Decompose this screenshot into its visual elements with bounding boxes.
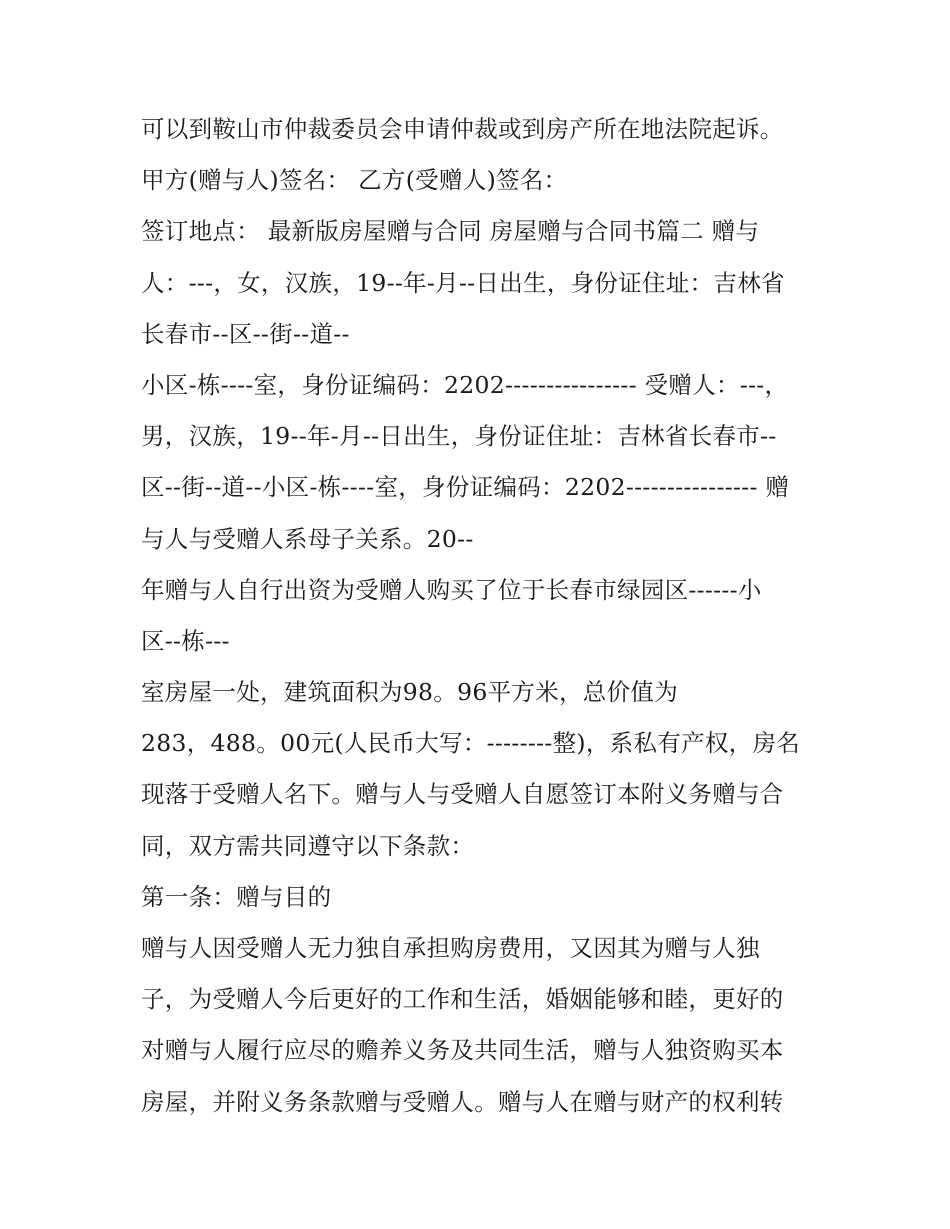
text-line: 对赠与人履行应尽的赡养义务及共同生活，赠与人独资购买本 xyxy=(141,1036,784,1065)
text-line: 房屋，并附义务条款赠与受赠人。赠与人在赠与财产的权利转 xyxy=(141,1087,784,1116)
section-heading: 第一条：赠与目的 xyxy=(141,882,332,911)
document-body xyxy=(141,104,841,1128)
text-line: 283，488。00元(人民币大写：--------整)，系私有产权，房名 xyxy=(141,729,801,758)
text-line: 同，双方需共同遵守以下条款： xyxy=(141,831,475,860)
text-line: 小区-栋----室，身份证编码：2202---------------- 受赠人：---， xyxy=(141,370,789,399)
text-line: 子，为受赠人今后更好的工作和生活，婚姻能够和睦，更好的 xyxy=(141,985,784,1014)
text-line: 赠与人因受赠人无力独自承担购房费用，又因其为赠与人独 xyxy=(141,934,760,962)
text-line: 人：---，女，汉族，19--年-月--日出生，身份证住址：吉林省 xyxy=(141,268,785,297)
text-line: 现落于受赠人名下。赠与人与受赠人自愿签订本附义务赠与合 xyxy=(141,780,784,809)
text-line: 可以到鞍山市仲裁委员会申请仲裁或到房产所在地法院起诉。 xyxy=(141,115,784,143)
text-line: 与人与受赠人系母子关系。20-- xyxy=(141,524,474,553)
text-line: 男，汉族，19--年-月--日出生，身份证住址：吉林省长春市-- xyxy=(141,422,777,451)
text-line: 甲方(赠与人)签名： 乙方(受赠人)签名： xyxy=(141,166,568,195)
text-line: 室房屋一处，建筑面积为98。96平方米，总价值为 xyxy=(141,678,679,707)
text-line: 区--栋--- xyxy=(141,626,230,655)
text-line: 长春市--区--街--道-- xyxy=(141,319,350,348)
text-line: 年赠与人自行出资为受赠人购买了位于长春市绿园区------小 xyxy=(141,575,762,604)
text-line: 签订地点： 最新版房屋赠与合同 房屋赠与合同书篇二 赠与 xyxy=(141,217,760,246)
text-line: 区--街--道--小区-栋----室，身份证编码：2202---------------- 赠 xyxy=(141,473,790,502)
